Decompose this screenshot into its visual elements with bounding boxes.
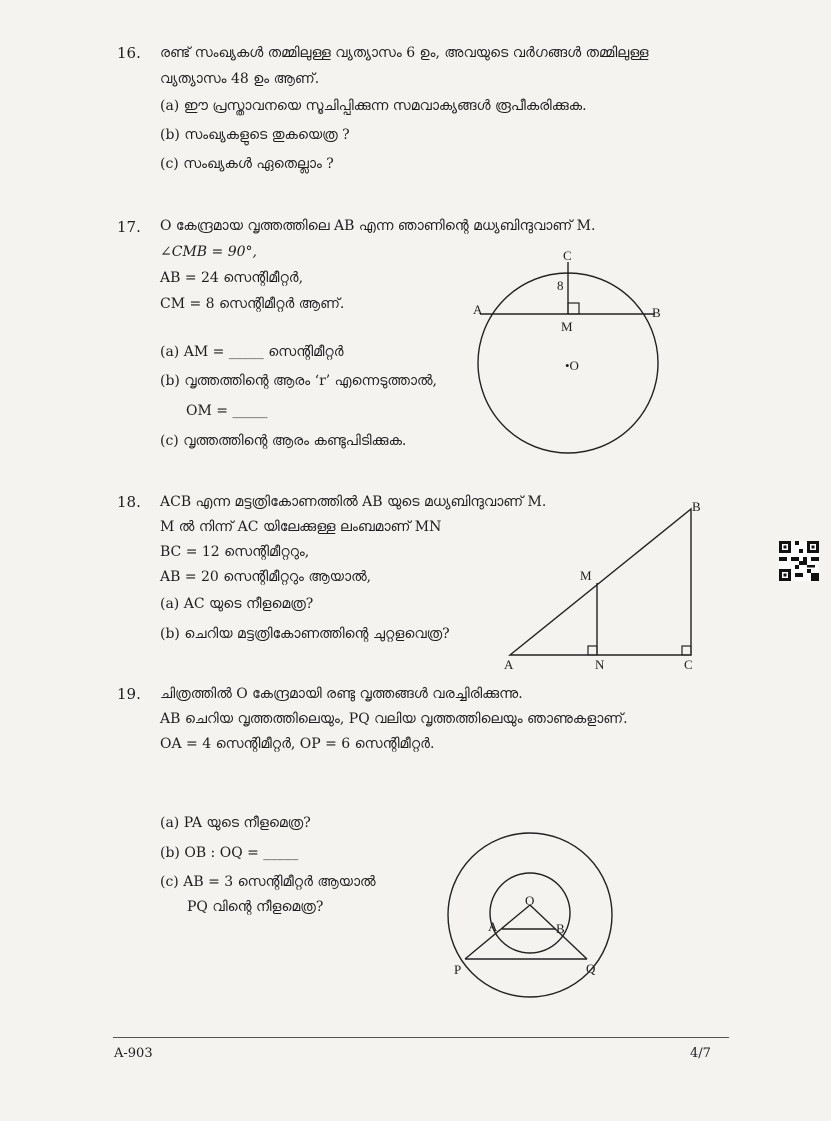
q18-right-angle-c: [682, 646, 691, 655]
q19-label-q: Q: [586, 961, 596, 976]
q19-part-c-2: PQ വിന്റെ നീളമെത്ര?: [187, 899, 324, 915]
q19-label-p: P: [454, 962, 462, 977]
q17-line-1: O കേന്ദ്രമായ വൃത്തത്തിലെ AB എന്ന ഞാണിന്റെ മധ്യബിന്ദുവാണ് M.: [160, 218, 596, 234]
q19-concentric-figure: [440, 825, 622, 1005]
q17-right-angle-mark: [568, 303, 579, 314]
qr-code-icon: [779, 541, 819, 581]
footer-page-number: 4/7: [690, 1046, 711, 1061]
q17-number: 17.: [117, 218, 141, 236]
q17-part-b-om: OM = _____: [186, 403, 268, 419]
q18-label-c: C: [684, 657, 693, 672]
q19-label-a: A: [488, 919, 498, 934]
q16-part-a: (a) ഈ പ്രസ്താവനയെ സൂചിപ്പിക്കുന്ന സമവാക്യങ്ങൾ രൂപീകരിക്കുക.: [160, 98, 587, 114]
footer-divider: [113, 1037, 729, 1038]
q18-triangle-figure: [498, 495, 713, 675]
q19-part-c: (c) AB = 3 സെന്റിമീറ്റർ ആയാൽ: [160, 874, 376, 890]
q16-line-1: രണ്ട് സംഖ്യകൾ തമ്മിലുള്ള വ്യത്യാസം 6 ഉം, അവയുടെ വർഗങ്ങൾ തമ്മിലുള്ള: [160, 45, 649, 61]
q18-right-angle-n: [588, 646, 597, 655]
q19-line-3: OA = 4 സെന്റിമീറ്റർ, OP = 6 സെന്റിമീറ്റർ.: [160, 736, 435, 752]
q18-part-b: (b) ചെറിയ മട്ടത്രികോണത്തിന്റെ ചുറ്റളവെത്ര?: [160, 626, 450, 642]
q18-triangle-acb: [510, 509, 691, 655]
q19-part-a: (a) PA യുടെ നീളമെത്ര?: [160, 815, 311, 831]
q17-label-a: A: [473, 302, 483, 317]
q18-number: 18.: [117, 493, 141, 511]
q18-part-a: (a) AC യുടെ നീളമെത്ര?: [160, 596, 314, 612]
q19-line-1: ചിത്രത്തിൽ O കേന്ദ്രമായി രണ്ടു വൃത്തങ്ങൾ വരച്ചിരിക്കുന്നു.: [160, 686, 523, 702]
q16-part-b: (b) സംഖ്യകളുടെ തുകയെത്ര ?: [160, 127, 350, 143]
q17-label-b: B: [652, 305, 661, 320]
q17-part-a: (a) AM = _____ സെന്റിമീറ്റർ: [160, 344, 344, 360]
q18-line-3: BC = 12 സെന്റിമീറ്ററും,: [160, 544, 310, 560]
q17-part-b: (b) വൃത്തത്തിന്റെ ആരം ‘r’ എന്നെടുത്താൽ,: [160, 373, 437, 389]
q18-label-m: M: [580, 568, 592, 583]
q19-line-2: AB ചെറിയ വൃത്തത്തിലെയും, PQ വലിയ വൃത്തത്തിലെയും ഞാണുകളാണ്.: [160, 711, 628, 727]
q17-label-c: C: [563, 248, 572, 263]
q18-line-1: ACB എന്ന മട്ടത്രികോണത്തിൽ AB യുടെ മധ്യബിന്ദുവാണ് M.: [160, 494, 547, 510]
q17-line-4: CM = 8 സെന്റിമീറ്റർ ആണ്.: [160, 296, 345, 312]
q19-segment-op: [465, 905, 530, 959]
q16-line-2: വ്യത്യാസം 48 ഉം ആണ്.: [160, 71, 320, 87]
q17-label-eight: 8: [557, 278, 564, 293]
q17-line-3: AB = 24 സെന്റിമീറ്റർ,: [160, 270, 304, 286]
q19-label-o: O: [525, 893, 535, 908]
q16-part-c: (c) സംഖ്യകൾ ഏതെല്ലാം ?: [160, 156, 334, 172]
q19-inner-circle: [490, 873, 570, 953]
footer-code: A-903: [114, 1046, 153, 1061]
q18-label-n: N: [595, 657, 605, 672]
q19-number: 19.: [117, 685, 141, 703]
q16-number: 16.: [117, 44, 141, 62]
q17-label-o: •O: [565, 358, 579, 373]
q19-part-b: (b) OB : OQ = _____: [160, 845, 299, 861]
q17-circle-figure: [465, 240, 675, 465]
q18-line-2: M ൽ നിന്ന് AC യിലേക്കുള്ള ലംബമാണ് MN: [160, 519, 442, 535]
q19-label-b: B: [556, 921, 565, 936]
q17-part-c: (c) വൃത്തത്തിന്റെ ആരം കണ്ടുപിടിക്കുക.: [160, 433, 407, 449]
q17-line-2: ∠CMB = 90°,: [160, 244, 257, 260]
q18-line-4: AB = 20 സെന്റിമീറ്ററും ആയാൽ,: [160, 569, 372, 585]
q17-label-m: M: [561, 319, 573, 334]
q18-label-b: B: [692, 499, 701, 514]
q18-label-a: A: [504, 657, 514, 672]
